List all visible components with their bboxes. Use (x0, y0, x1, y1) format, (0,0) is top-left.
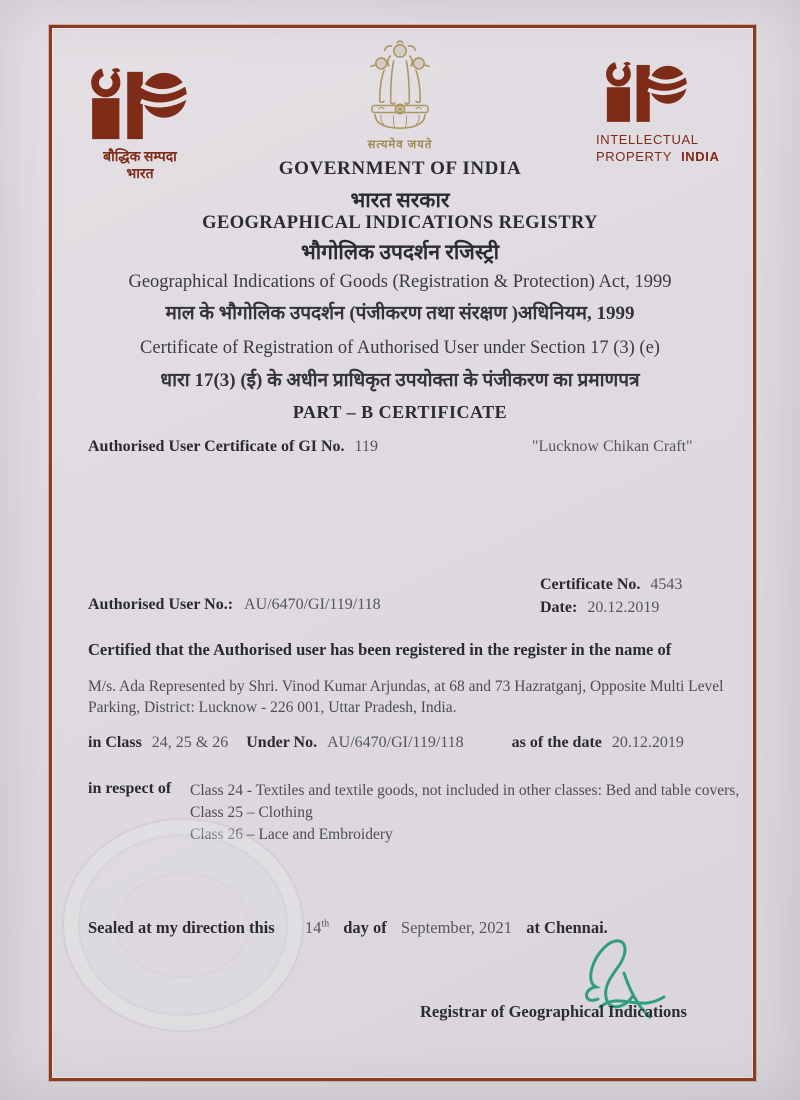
left-logo-caption-line1: बौद्धिक सम्पदा (103, 150, 177, 165)
right-logo-caption-india: INDIA (681, 149, 720, 164)
right-logo-caption-property: PROPERTY (596, 149, 672, 164)
authorised-user-number-value: AU/6470/GI/119/118 (244, 596, 381, 613)
class-row (88, 734, 748, 752)
class-26-description: Class 26 – Lace and Embroidery (190, 826, 393, 843)
act-line-hindi: माल के भौगोलिक उपदर्शन (पंजीकरण तथा संरक्षण )अधिनियम, 1999 (165, 303, 635, 324)
authorised-user-number-row (88, 596, 381, 614)
authorised-user-number-label: Authorised User No.: (88, 596, 234, 613)
certificate-number-value: 4543 (650, 576, 683, 593)
under-no-value: AU/6470/GI/119/118 (327, 734, 464, 751)
part-b-title: PART – B CERTIFICATE (292, 402, 508, 422)
sealed-text-3: at Chennai. (526, 918, 608, 937)
sealed-day-suffix: th (321, 918, 330, 930)
section-line: Certificate of Registration of Authorised User under Section 17 (3) (e) (140, 338, 660, 358)
act-line: Geographical Indications of Goods (Registration & Protection) Act, 1999 (128, 272, 672, 292)
in-class-label: in Class (88, 734, 142, 751)
section-line-hindi: धारा 17(3) (ई) के अधीन प्राधिकृत उपयोक्ता के पंजीकरण का प्रमाणपत्र (160, 370, 640, 391)
ip-logo-icon (596, 60, 692, 126)
ip-india-logo-right (596, 60, 726, 165)
certificate-date-row (540, 599, 659, 617)
in-class-value: 24, 25 & 26 (151, 734, 229, 751)
class-25-description: Class 25 – Clothing (190, 804, 313, 821)
gi-number-row (88, 438, 378, 456)
sealed-date: September, 2021 (400, 918, 513, 937)
registry-title: GEOGRAPHICAL INDICATIONS REGISTRY (202, 213, 598, 233)
under-no-label: Under No. (246, 734, 318, 751)
national-emblem (348, 40, 452, 152)
registered-name-paragraph: M/s. Ada Represented by Shri. Vinod Kumar Arjundas, at 68 and 73 Hazratganj, Opposite Multi Level Parking, District: Lucknow - 226 001, Uttar Pradesh, India. (88, 678, 724, 716)
gov-of-india-title: GOVERNMENT OF INDIA (278, 158, 522, 179)
lion-capital-icon (348, 40, 452, 132)
sealed-text-1: Sealed at my direction this (88, 918, 275, 937)
as-of-date-value: 20.12.2019 (611, 734, 684, 751)
certificate-date-value: 20.12.2019 (587, 599, 660, 616)
certificate-date-label: Date: (540, 599, 578, 616)
as-of-date-label: as of the date (511, 734, 602, 751)
sealed-statement (88, 918, 608, 938)
class-descriptions (190, 780, 746, 846)
certificate-number-label: Certificate No. (540, 576, 641, 593)
class-24-description: Class 24 - Textiles and textile goods, not included in other classes: Bed and table covers, (190, 782, 740, 799)
in-respect-of-label: in respect of (88, 780, 172, 797)
right-logo-caption-line1: INTELLECTUAL (596, 132, 699, 147)
sealed-text-2: day of (343, 918, 387, 937)
certificate-number-row (540, 576, 682, 594)
emblem-caption: सत्यमेव जयते (367, 139, 433, 151)
gi-number-label: Authorised User Certificate of GI No. (88, 438, 345, 455)
sealed-day: 14 (304, 918, 322, 937)
gi-name: "Lucknow Chikan Craft" (532, 438, 693, 455)
gov-of-india-title-hindi: भारत सरकार (350, 188, 450, 212)
left-logo-caption-line2: भारत (126, 167, 154, 182)
certified-statement: Certified that the Authorised user has been registered in the register in the name of (88, 640, 672, 659)
gi-number-value: 119 (354, 438, 378, 455)
registrar-title: Registrar of Geographical Indications (420, 1002, 687, 1021)
ip-logo-icon (80, 66, 192, 144)
registry-title-hindi: भौगोलिक उपदर्शन रजिस्ट्री (300, 240, 500, 264)
